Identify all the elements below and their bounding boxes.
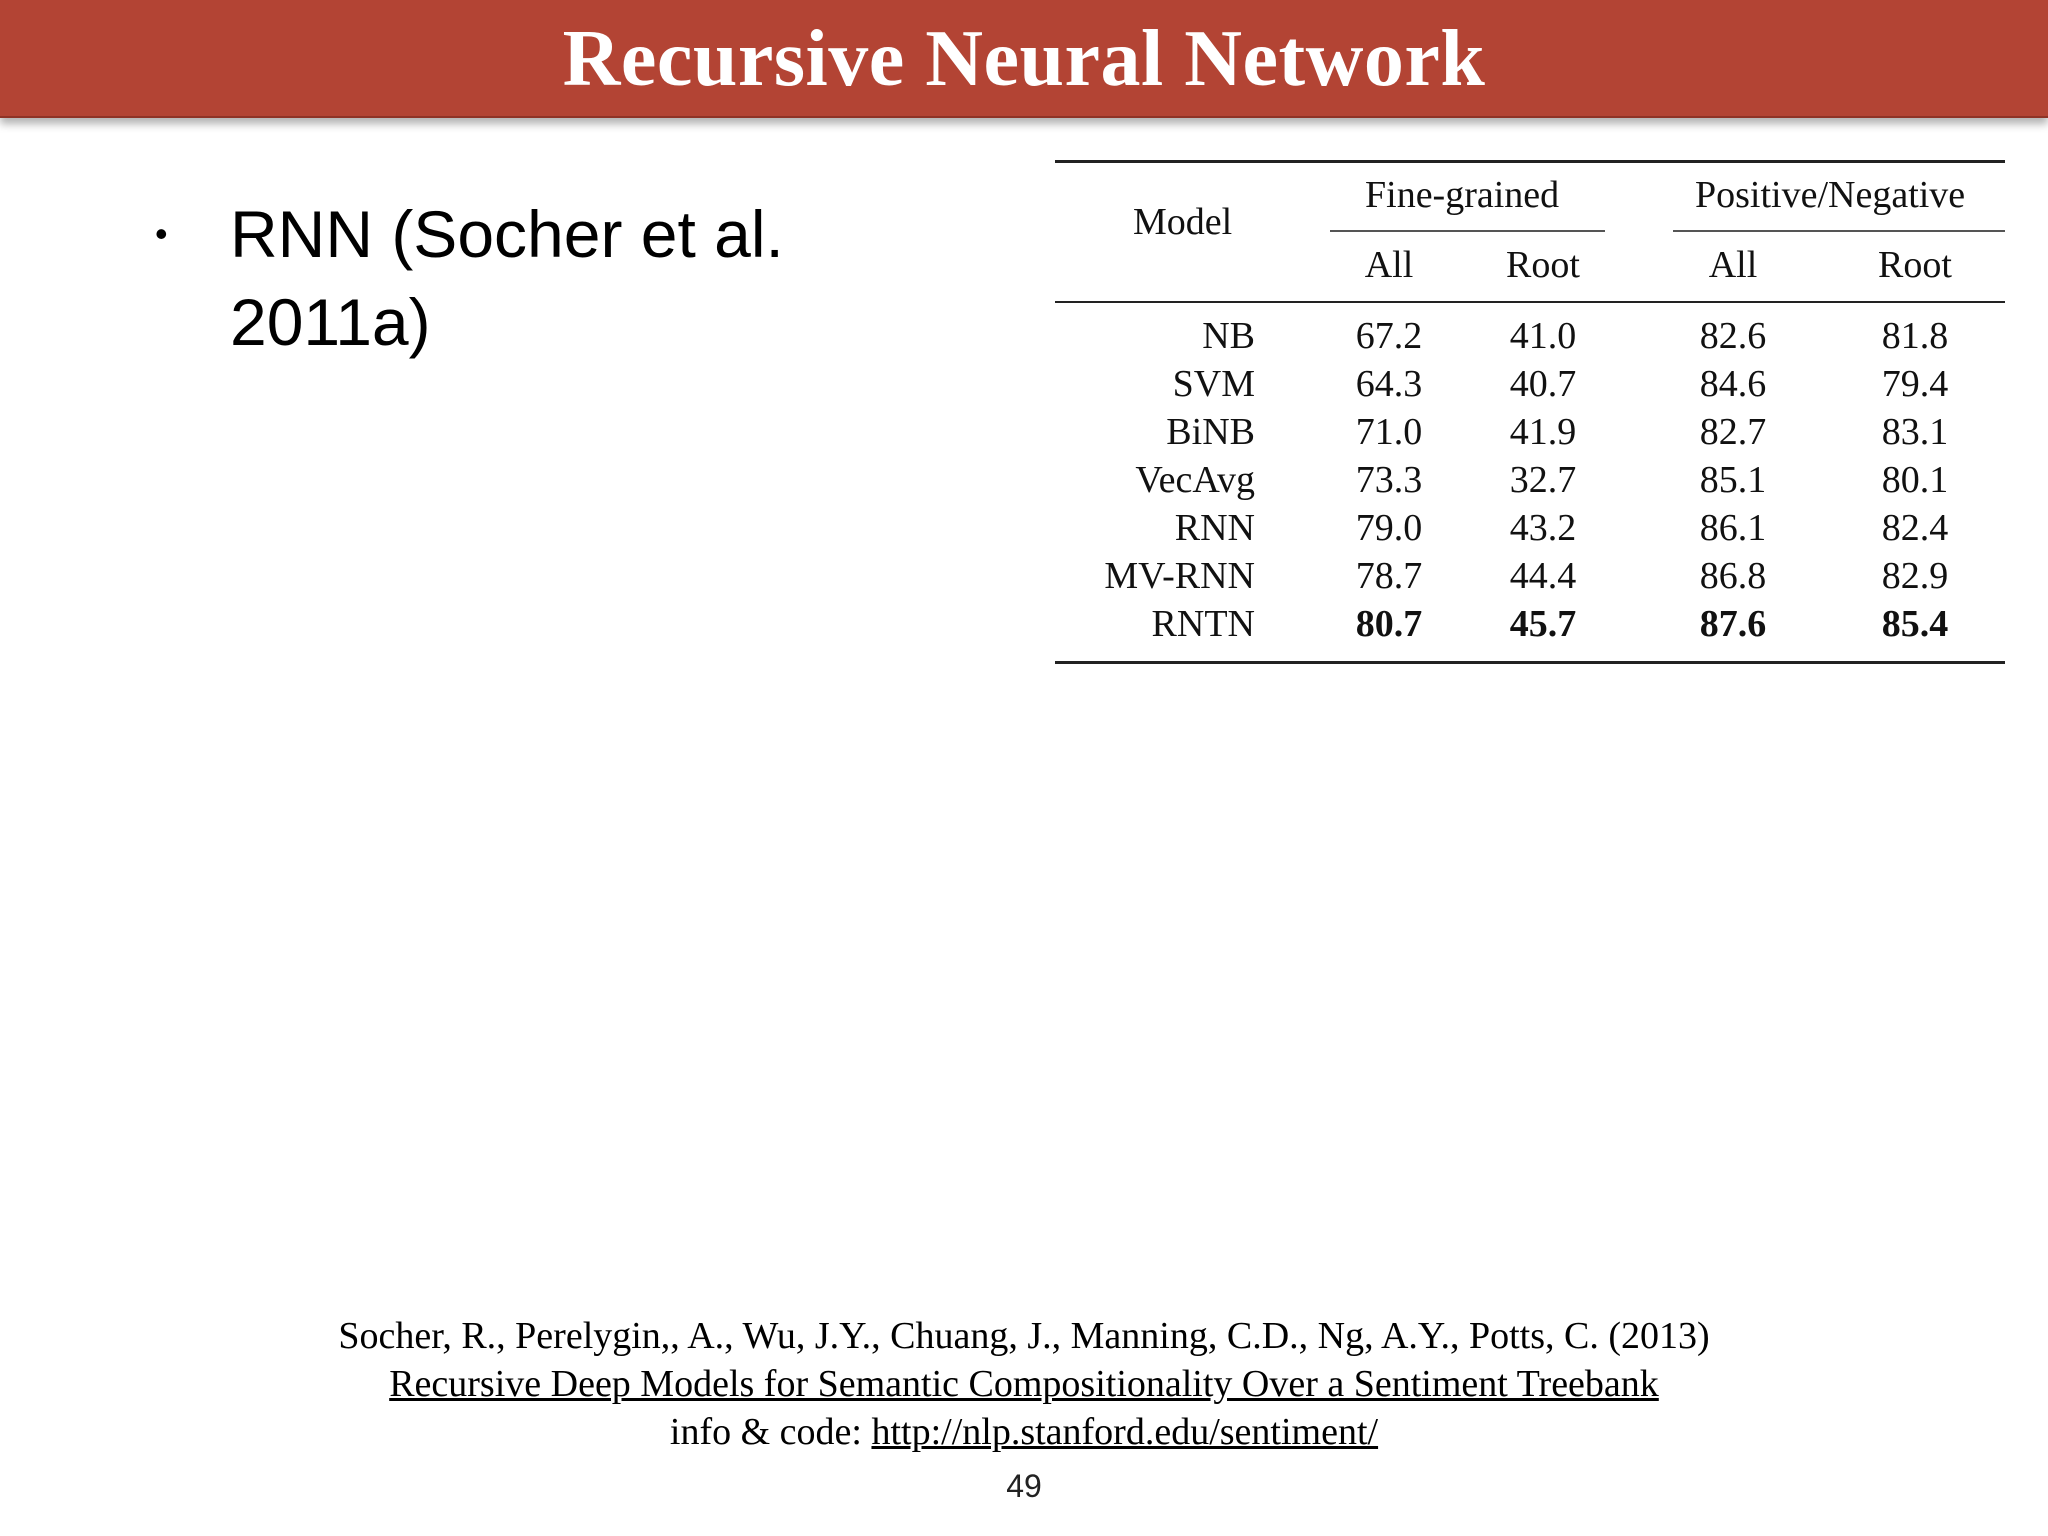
header-root-posneg: Root <box>1878 244 1952 286</box>
table-cell: 78.7 <box>1355 555 1423 597</box>
header-model: Model <box>1133 201 1233 243</box>
bullet-list <box>155 190 875 366</box>
title-bar <box>0 0 2048 118</box>
table-cell: 82.7 <box>1699 411 1767 453</box>
table-cell: 82.6 <box>1699 315 1767 357</box>
header-fine-grained: Fine-grained <box>1365 174 1560 216</box>
slide-title: Recursive Neural Network <box>562 15 1486 103</box>
reference-authors: Socher, R., Perelygin,, A., Wu, J.Y., Chuang, J., Manning, C.D., Ng, A.Y., Potts, C. (2013) <box>338 1315 1710 1357</box>
table-cell: 82.9 <box>1881 555 1949 597</box>
table-cell: 80.1 <box>1881 459 1949 501</box>
table-cell: 79.0 <box>1355 507 1423 549</box>
table-cell-best: 45.7 <box>1509 603 1577 645</box>
table-cell: 84.6 <box>1699 363 1767 405</box>
table-row-model: RNTN <box>1151 603 1255 645</box>
table-cell: 41.0 <box>1509 315 1577 357</box>
table-cell: 73.3 <box>1355 459 1423 501</box>
table-cell: 41.9 <box>1509 411 1577 453</box>
table-cell: 67.2 <box>1355 315 1423 357</box>
table-row-model: NB <box>1202 315 1255 357</box>
table-top-rule <box>1055 160 2005 163</box>
reference-info-line <box>0 1408 2048 1456</box>
table-row-model: RNN <box>1174 507 1255 549</box>
table-row-model: SVM <box>1172 363 1255 405</box>
table-cell: 32.7 <box>1509 459 1577 501</box>
page-number: 49 <box>1006 1468 1042 1504</box>
table-row-model: VecAvg <box>1135 459 1255 501</box>
pos-neg-underline <box>1673 230 2005 232</box>
table-cell: 86.8 <box>1699 555 1767 597</box>
table-bottom-rule <box>1055 661 2005 664</box>
table-header-rule <box>1055 301 2005 303</box>
table-cell: 79.4 <box>1881 363 1949 405</box>
table-cell-best: 80.7 <box>1355 603 1423 645</box>
bullet-dot-icon: • <box>155 213 168 254</box>
reference-block <box>0 1312 2048 1456</box>
table-row-model: MV-RNN <box>1104 555 1255 597</box>
bullet-item <box>155 190 875 366</box>
table-cell: 85.1 <box>1699 459 1767 501</box>
table-cell: 83.1 <box>1881 411 1949 453</box>
fine-grained-underline <box>1330 230 1605 232</box>
reference-info-prefix: info & code: <box>669 1411 872 1453</box>
header-root-fine: Root <box>1506 244 1580 286</box>
table-cell: 71.0 <box>1355 411 1423 453</box>
reference-url-link[interactable]: http://nlp.stanford.edu/sentiment/ <box>871 1411 1379 1453</box>
results-table <box>1055 158 2005 666</box>
header-all-posneg: All <box>1708 244 1758 286</box>
header-all-fine: All <box>1364 244 1414 286</box>
table-row-model: BiNB <box>1166 411 1255 453</box>
table-cell-best: 87.6 <box>1699 603 1767 645</box>
table-cell: 64.3 <box>1355 363 1423 405</box>
bullet-text: RNN (Socher et al. 2011a) <box>230 197 784 359</box>
table-cell: 40.7 <box>1509 363 1577 405</box>
header-positive-negative: Positive/Negative <box>1695 174 1966 216</box>
table-cell: 82.4 <box>1881 507 1949 549</box>
table-cell-best: 85.4 <box>1881 603 1949 645</box>
reference-paper-link[interactable]: Recursive Deep Models for Semantic Compositionality Over a Sentiment Treebank <box>389 1363 1659 1405</box>
table-cell: 43.2 <box>1509 507 1577 549</box>
table-cell: 81.8 <box>1881 315 1949 357</box>
table-cell: 86.1 <box>1699 507 1767 549</box>
table-cell: 44.4 <box>1509 555 1577 597</box>
